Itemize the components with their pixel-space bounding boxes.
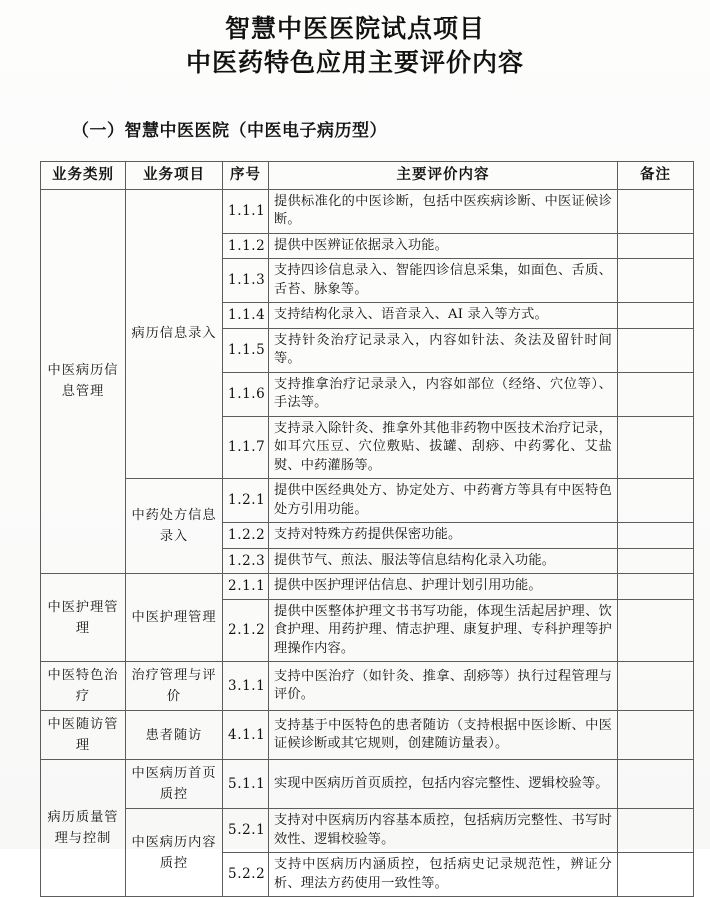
cell-remark: [618, 233, 694, 259]
cell-evaluation-content: 支持推拿治疗记录录入，内容如部位（经络、穴位等）、手法等。: [269, 372, 618, 416]
column-header-content: 主要评价内容: [269, 162, 618, 190]
table-row: [41, 809, 694, 853]
cell-business-category: 中医随访管理: [41, 711, 126, 760]
cell-remark: [618, 574, 694, 600]
table-row: [41, 711, 694, 760]
cell-sequence-number: 1.1.1: [223, 189, 269, 233]
cell-business-item: 治疗管理与评价: [126, 662, 223, 711]
cell-business-category: 病历质量管理与控制: [41, 760, 126, 897]
cell-evaluation-content: 提供中医护理评估信息、护理计划引用功能。: [269, 574, 618, 600]
cell-evaluation-content: 提供中医整体护理文书书写功能，体现生活起居护理、饮食护理、用药护理、情志护理、康复护理、专科护理等护理操作内容。: [269, 599, 618, 662]
cell-remark: [618, 853, 694, 897]
table-row: [41, 662, 694, 711]
cell-remark: [618, 372, 694, 416]
cell-evaluation-content: 提供节气、煎法、服法等信息结构化录入功能。: [269, 548, 618, 574]
cell-business-item: 中医病历内容质控: [126, 809, 223, 897]
cell-remark: [618, 303, 694, 329]
cell-remark: [618, 328, 694, 372]
cell-sequence-number: 1.1.4: [223, 303, 269, 329]
cell-evaluation-content: 提供标准化的中医诊断，包括中医疾病诊断、中医证候诊断。: [269, 189, 618, 233]
cell-evaluation-content: 提供中医经典处方、协定处方、中药膏方等具有中医特色处方引用功能。: [269, 479, 618, 523]
page-title: [0, 0, 710, 80]
cell-business-item: 患者随访: [126, 711, 223, 760]
table-row: [41, 760, 694, 809]
cell-evaluation-content: 提供中医辨证依据录入功能。: [269, 233, 618, 259]
cell-sequence-number: 1.1.2: [223, 233, 269, 259]
cell-remark: [618, 809, 694, 853]
title-line-1: 智慧中医医院试点项目: [224, 14, 485, 43]
cell-sequence-number: 1.1.3: [223, 259, 269, 303]
title-line-2: 中医药特色应用主要评价内容: [185, 48, 524, 77]
cell-sequence-number: 3.1.1: [223, 662, 269, 711]
cell-remark: [618, 189, 694, 233]
cell-evaluation-content: 支持基于中医特色的患者随访（支持根据中医诊断、中医证候诊断或其它规则，创建随访量表）。: [269, 711, 618, 760]
table-header: [41, 162, 694, 190]
cell-sequence-number: 4.1.1: [223, 711, 269, 760]
evaluation-table: [40, 161, 694, 897]
section-heading: （一）智慧中医医院（中医电子病历型）: [72, 121, 387, 141]
cell-sequence-number: 1.1.6: [223, 372, 269, 416]
table-row: [41, 189, 694, 233]
cell-business-item: 中医病历首页质控: [126, 760, 223, 809]
column-header-remark: 备注: [618, 162, 694, 190]
cell-business-category: 中医病历信息管理: [41, 189, 126, 574]
cell-sequence-number: 5.2.2: [223, 853, 269, 897]
cell-remark: [618, 523, 694, 549]
column-header-no: 序号: [223, 162, 269, 190]
cell-evaluation-content: 支持对特殊方药提供保密功能。: [269, 523, 618, 549]
cell-evaluation-content: 支持结构化录入、语音录入、AI 录入等方式。: [269, 303, 618, 329]
cell-sequence-number: 5.2.1: [223, 809, 269, 853]
table-row: [41, 574, 694, 600]
cell-evaluation-content: 支持四诊信息录入、智能四诊信息采集，如面色、舌质、舌苔、脉象等。: [269, 259, 618, 303]
cell-sequence-number: 5.1.1: [223, 760, 269, 809]
column-header-item: 业务项目: [126, 162, 223, 190]
cell-remark: [618, 711, 694, 760]
cell-sequence-number: 2.1.1: [223, 574, 269, 600]
evaluation-table-container: [40, 161, 693, 897]
cell-sequence-number: 1.1.5: [223, 328, 269, 372]
cell-sequence-number: 1.2.2: [223, 523, 269, 549]
cell-evaluation-content: 支持录入除针灸、推拿外其他非药物中医技术治疗记录，如耳穴压豆、穴位敷贴、拔罐、刮痧、中药雾化、艾盐熨、中药灌肠等。: [269, 416, 618, 479]
cell-business-item: 病历信息录入: [126, 189, 223, 479]
cell-business-category: 中医护理管理: [41, 574, 126, 662]
cell-remark: [618, 416, 694, 479]
column-header-category: 业务类别: [41, 162, 126, 190]
cell-sequence-number: 1.2.3: [223, 548, 269, 574]
table-row: [41, 479, 694, 523]
cell-business-item: 中药处方信息录入: [126, 479, 223, 574]
cell-business-item: 中医护理管理: [126, 574, 223, 662]
cell-remark: [618, 479, 694, 523]
cell-evaluation-content: 支持针灸治疗记录录入，内容如针法、灸法及留针时间等。: [269, 328, 618, 372]
cell-sequence-number: 1.2.1: [223, 479, 269, 523]
cell-sequence-number: 1.1.7: [223, 416, 269, 479]
cell-evaluation-content: 支持中医治疗（如针灸、推拿、刮痧等）执行过程管理与评价。: [269, 662, 618, 711]
cell-sequence-number: 2.1.2: [223, 599, 269, 662]
cell-business-category: 中医特色治疗: [41, 662, 126, 711]
cell-evaluation-content: 支持中医病历内涵质控，包括病史记录规范性，辨证分析、理法方药使用一致性等。: [269, 853, 618, 897]
cell-evaluation-content: 支持对中医病历内容基本质控，包括病历完整性、书写时效性、逻辑校验等。: [269, 809, 618, 853]
cell-evaluation-content: 实现中医病历首页质控，包括内容完整性、逻辑校验等。: [269, 760, 618, 809]
table-body: [41, 189, 694, 897]
cell-remark: [618, 259, 694, 303]
cell-remark: [618, 599, 694, 662]
table-header-row: [41, 162, 694, 190]
cell-remark: [618, 662, 694, 711]
cell-remark: [618, 548, 694, 574]
cell-remark: [618, 760, 694, 809]
